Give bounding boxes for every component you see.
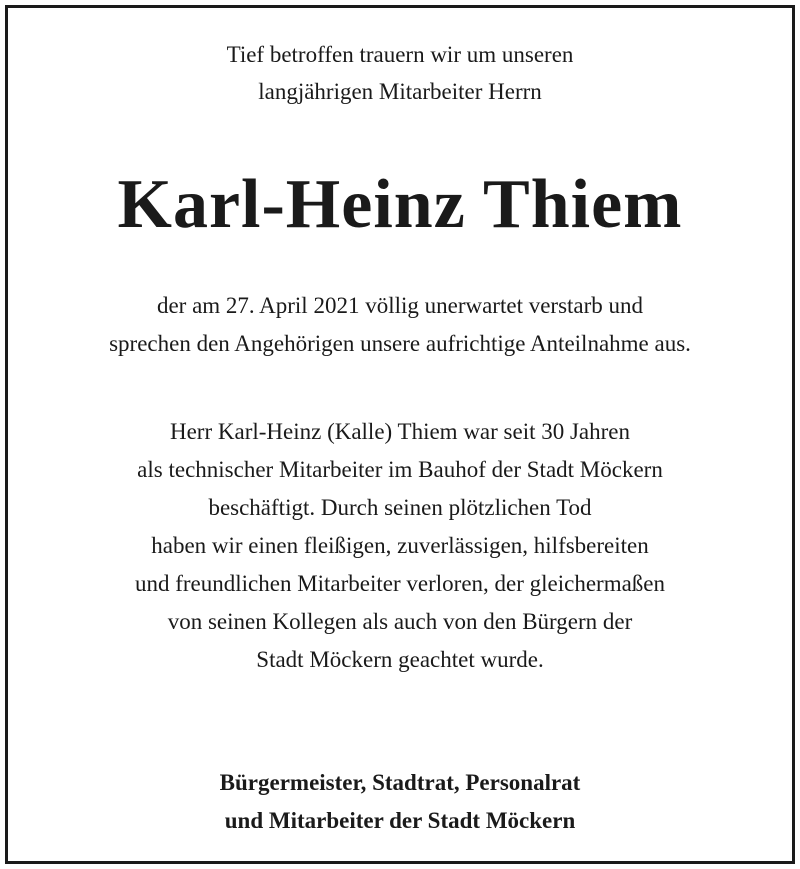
deceased-name: Karl-Heinz Thiem xyxy=(117,166,683,243)
paragraph-line: von seinen Kollegen als auch von den Bürgern der xyxy=(167,609,633,634)
signature-line: und Mitarbeiter der Stadt Möckern xyxy=(224,808,576,833)
paragraph-line: Stadt Möckern geachtet wurde. xyxy=(256,647,544,672)
paragraph-line: als technischer Mitarbeiter im Bauhof der Stadt Möckern xyxy=(137,457,663,482)
paragraph-line: sprechen den Angehörigen unsere aufrichtige Anteilnahme aus. xyxy=(109,331,691,356)
intro-text xyxy=(8,36,792,110)
condolence-paragraph xyxy=(8,287,792,363)
intro-line: Tief betroffen trauern wir um unseren xyxy=(226,42,574,67)
paragraph-line: der am 27. April 2021 völlig unerwartet verstarb und xyxy=(156,293,644,318)
tribute-paragraph xyxy=(8,413,792,679)
signature-block xyxy=(8,764,792,840)
paragraph-line: und freundlichen Mitarbeiter verloren, der gleichermaßen xyxy=(134,571,666,596)
paragraph-line: Herr Karl-Heinz (Kalle) Thiem war seit 30 Jahren xyxy=(169,419,631,444)
obituary-notice xyxy=(5,5,795,864)
paragraph-line: beschäftigt. Durch seinen plötzlichen Tod xyxy=(208,495,592,520)
intro-line: langjährigen Mitarbeiter Herrn xyxy=(258,79,542,104)
signature-line: Bürgermeister, Stadtrat, Personalrat xyxy=(219,770,581,795)
paragraph-line: haben wir einen fleißigen, zuverlässigen, hilfsbereiten xyxy=(151,533,649,558)
